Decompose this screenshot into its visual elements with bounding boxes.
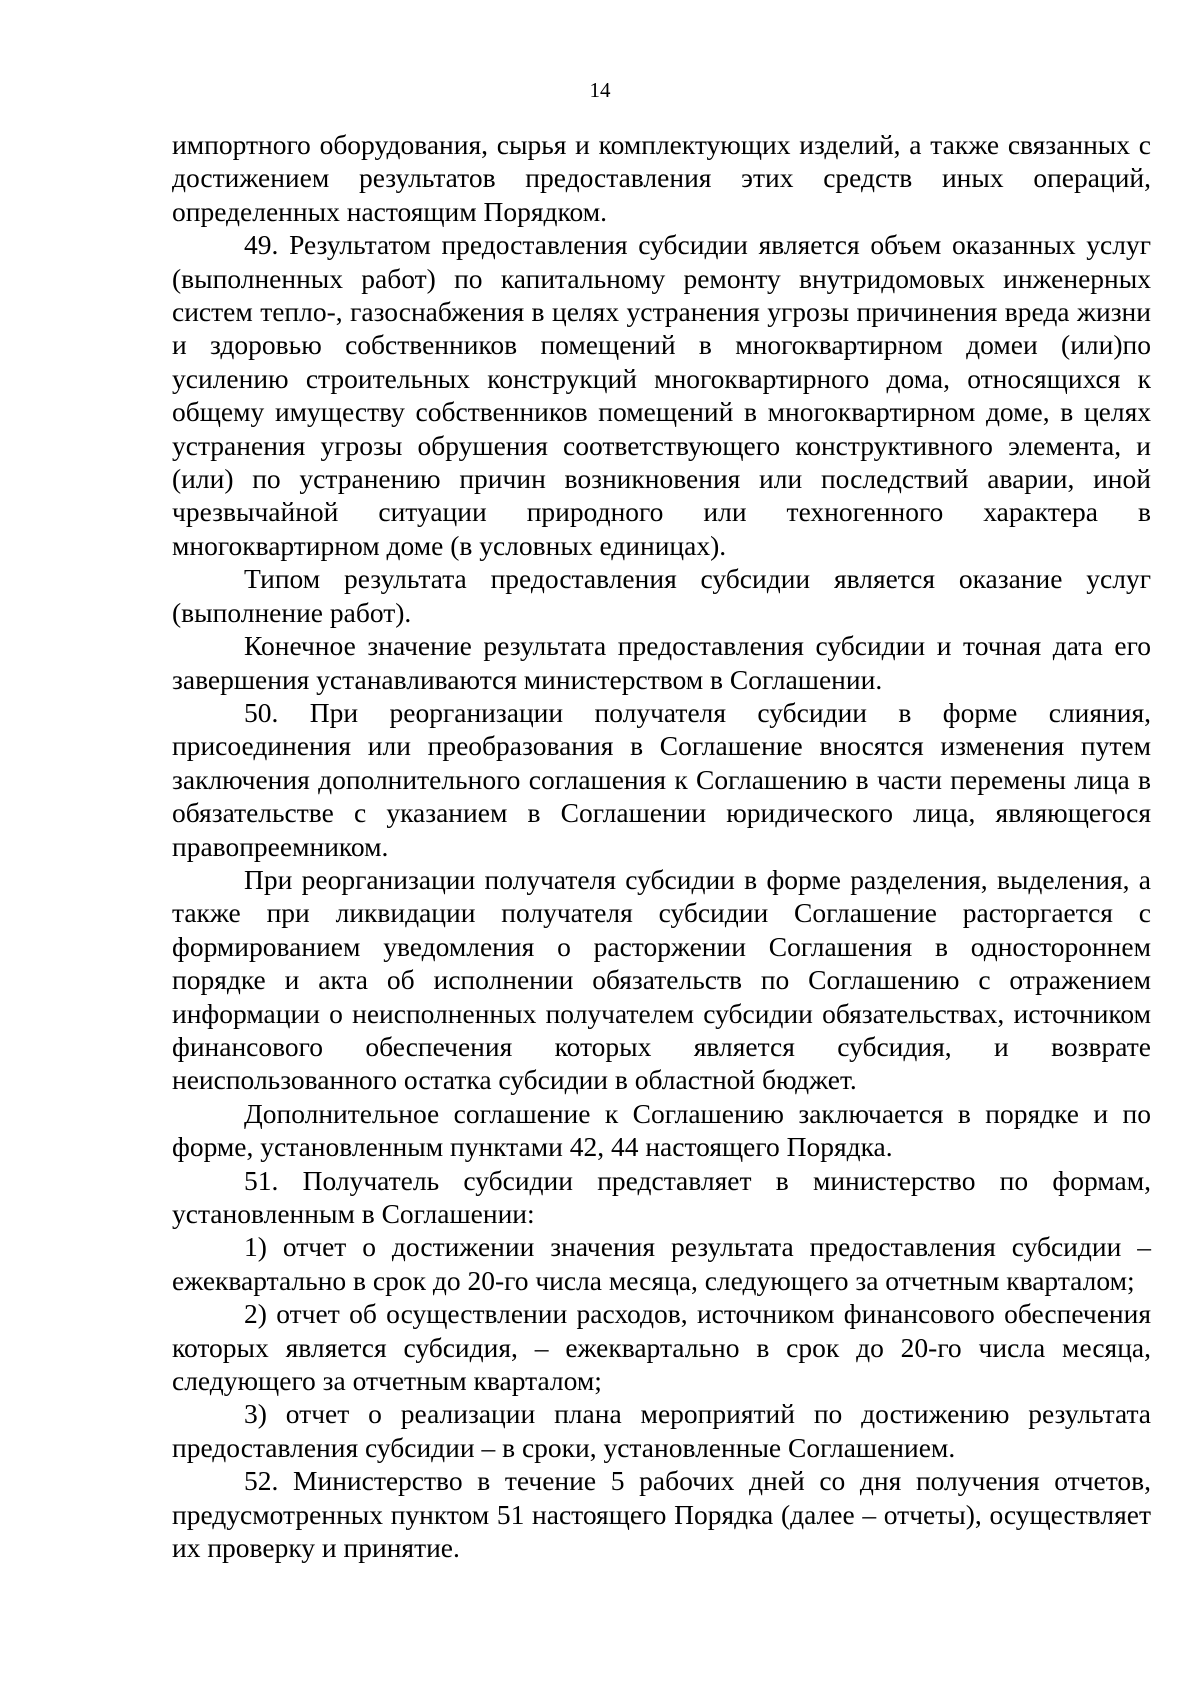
list-item-report-3: 3) отчет о реализации плана мероприятий по достижению результата предоставления субсидии – в сроки, установленные Соглашением. xyxy=(172,1398,1151,1463)
paragraph-item-51: 51. Получатель субсидии представляет в министерство по формам, установленным в Соглашении: xyxy=(172,1164,1151,1229)
paragraph-item-49: 49. Результатом предоставления субсидии является объем оказанных услуг (выполненных работ) по капитальному ремонту внутридомовых инженерных систем тепло-, газоснабжения в целях устранения угрозы причинения вреда жизни и здоровью собственников помещений в многоквартирном домеи (или)по усилению строительных конструкций многоквартирного дома, относящихся к общему имуществу собственников помещений в многоквартирном доме, в целях устранения угрозы обрушения соответствующего конструктивного элемента, и (или) по устранению причин возникновения или последствий аварии, иной чрезвычайной ситуации природного или техногенного характера в многоквартирном доме (в условных единицах). xyxy=(172,229,1151,561)
paragraph-continuation: импортного оборудования, сырья и комплектующих изделий, а также связанных с достижением результатов предоставления этих средств иных операций, определенных настоящим Порядком. xyxy=(172,129,1151,227)
list-item-report-2: 2) отчет об осуществлении расходов, источником финансового обеспечения которых является субсидия, – ежеквартально в срок до 20-го числа месяца, следующего за отчетным кварталом; xyxy=(172,1298,1151,1397)
paragraph-additional-agreement: Дополнительное соглашение к Соглашению заключается в порядке и по форме, установленным пунктами 42, 44 настоящего Порядка. xyxy=(172,1097,1151,1163)
list-item-report-1: 1) отчет о достижении значения результата предоставления субсидии – ежеквартально в срок до 20-го числа месяца, следующего за отчетным кварталом; xyxy=(172,1231,1151,1296)
paragraph-result-type: Типом результата предоставления субсидии является оказание услуг (выполнение работ). xyxy=(172,563,1151,628)
page-number: 14 xyxy=(589,78,611,102)
paragraph-item-52: 52. Министерство в течение 5 рабочих дней со дня получения отчетов, предусмотренных пунктом 51 настоящего Порядка (далее – отчеты), осуществляет их проверку и принятие. xyxy=(172,1465,1151,1564)
document-body xyxy=(172,128,1151,1564)
paragraph-item-50: 50. При реорганизации получателя субсидии в форме слияния, присоединения или преобразования в Соглашение вносятся изменения путем заключения дополнительного соглашения к Соглашению в части перемены лица в обязательстве с указанием в Соглашении юридического лица, являющегося правопреемником. xyxy=(172,696,1151,862)
paragraph-final-value: Конечное значение результата предоставления субсидии и точная дата его завершения устанавливаются министерством в Соглашении. xyxy=(172,630,1151,695)
paragraph-reorganization: При реорганизации получателя субсидии в форме разделения, выделения, а также при ликвидации получателя субсидии Соглашение расторгается с формированием уведомления о расторжении Соглашения в одностороннем порядке и акта об исполнении обязательств по Соглашению с отражением информации о неисполненных получателем субсидии обязательствах, источником финансового обеспечения которых является субсидия, и возврате неиспользованного остатка субсидии в областной бюджет. xyxy=(172,863,1151,1096)
